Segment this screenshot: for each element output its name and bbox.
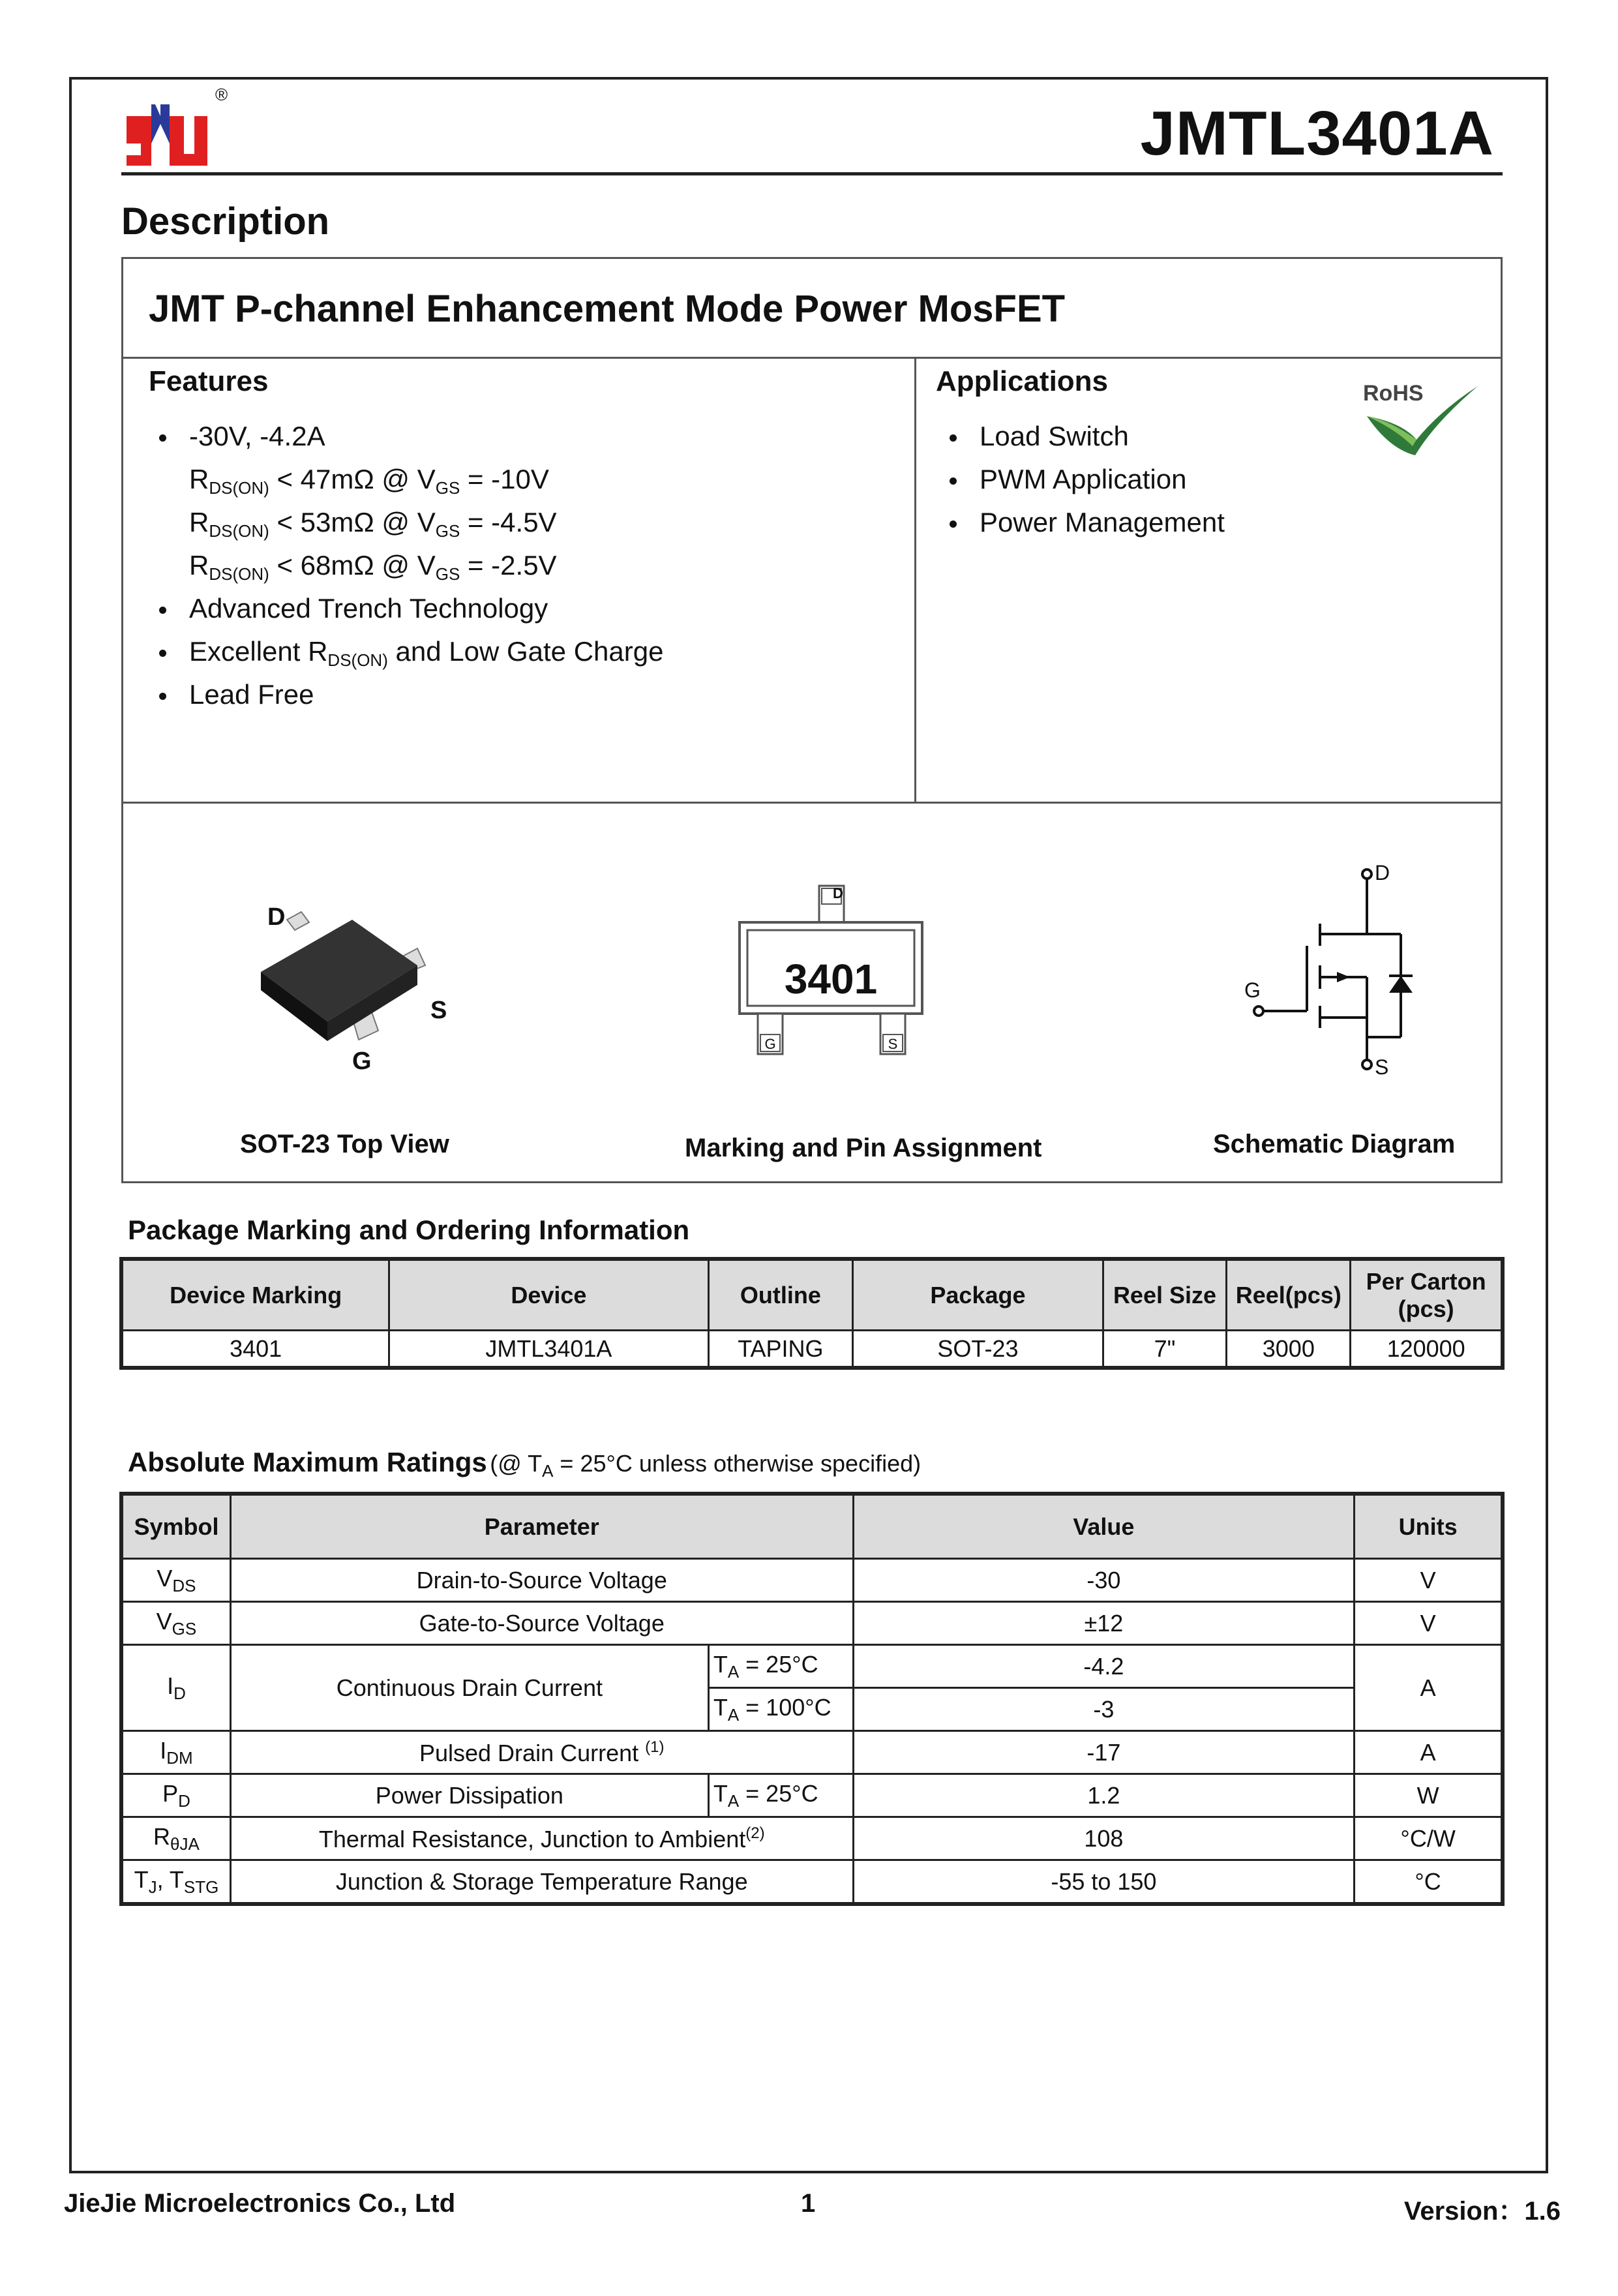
- table-row: [123, 1860, 1502, 1903]
- pin-label-g: G: [352, 1048, 372, 1075]
- parameter-cell: Thermal Resistance, Junction to Ambient$^{(2)}$: [230, 1817, 853, 1860]
- list-item: $R_{DS(ON)} < 53m\Omega$ @ $V_{GS} = -4.5V$: [189, 507, 557, 541]
- table-cell: JMTL3401A: [389, 1331, 708, 1367]
- list-item: Power Management: [980, 501, 1225, 544]
- parameter-cell: Junction & Storage Temperature Range: [230, 1860, 853, 1903]
- schematic-caption: Schematic Diagram: [1213, 1130, 1456, 1158]
- table-row: [123, 1602, 1502, 1645]
- features-heading: Features: [149, 365, 269, 397]
- schematic-label-s: S: [1375, 1055, 1389, 1079]
- ratings-heading: Absolute Maximum Ratings: [128, 1447, 487, 1477]
- symbol-cell: $I_{DM}$: [123, 1731, 231, 1774]
- jj-logo: [121, 98, 213, 170]
- value-cell: 1.2: [853, 1774, 1355, 1817]
- rohs-check-icon: [1363, 384, 1480, 462]
- list-item: Load Switch: [980, 415, 1225, 458]
- symbol-cell: $I_D$: [123, 1645, 231, 1731]
- footer-company: JieJie Microelectronics Co., Ltd: [64, 2189, 456, 2218]
- symbol-cell: $V_{GS}$: [123, 1602, 231, 1645]
- column-header: Package: [853, 1260, 1103, 1331]
- value-cell: -17: [853, 1731, 1355, 1774]
- table-cell: 7": [1103, 1331, 1227, 1367]
- features-list: [189, 415, 663, 716]
- marking-pin-g: G: [764, 1036, 776, 1052]
- table-header-row: [123, 1495, 1502, 1559]
- divider: [123, 802, 1501, 804]
- table-row: [123, 1817, 1502, 1860]
- list-item: $R_{DS(ON)} < 47m\Omega$ @ $V_{GS} = -10V$: [189, 464, 549, 498]
- table-row: [123, 1774, 1502, 1817]
- unit-cell: V: [1355, 1559, 1502, 1602]
- value-cell: -4.2: [853, 1645, 1355, 1688]
- list-item: Lead Free: [189, 673, 663, 716]
- ordering-heading: Package Marking and Ordering Information: [128, 1215, 690, 1245]
- applications-list: [980, 415, 1225, 544]
- condition-cell: $T_A = 25^\circ C$: [708, 1774, 853, 1817]
- value-cell: 108: [853, 1817, 1355, 1860]
- list-item: PWM Application: [980, 458, 1225, 501]
- parameter-cell: Drain-to-Source Voltage: [230, 1559, 853, 1602]
- symbol-cell: $R_{\theta JA}$: [123, 1817, 231, 1860]
- applications-heading: Applications: [936, 365, 1109, 397]
- header-rule: [121, 172, 1503, 175]
- divider: [914, 357, 916, 802]
- mosfet-schematic-icon: [1239, 861, 1435, 1076]
- unit-cell: °C: [1355, 1860, 1502, 1903]
- symbol-cell: $V_{DS}$: [123, 1559, 231, 1602]
- marking-code: 3401: [784, 956, 878, 1003]
- column-header: Units: [1355, 1495, 1502, 1559]
- table-header-row: [123, 1260, 1502, 1331]
- column-header: Parameter: [230, 1495, 853, 1559]
- marking-pin-s: S: [888, 1036, 898, 1052]
- parameter-cell: Gate-to-Source Voltage: [230, 1602, 853, 1645]
- list-item: $R_{DS(ON)} < 68m\Omega$ @ $V_{GS} = -2.5V$: [189, 550, 557, 584]
- value-cell: ±12: [853, 1602, 1355, 1645]
- unit-cell: A: [1355, 1645, 1502, 1731]
- column-header: Symbol: [123, 1495, 231, 1559]
- table-cell: 120000: [1351, 1331, 1502, 1367]
- parameter-cell: Power Dissipation: [230, 1774, 708, 1817]
- table-cell: TAPING: [708, 1331, 853, 1367]
- schematic-label-g: G: [1244, 978, 1261, 1002]
- unit-cell: V: [1355, 1602, 1502, 1645]
- unit-cell: A: [1355, 1731, 1502, 1774]
- schematic-label-d: D: [1375, 861, 1390, 884]
- column-header: Outline: [708, 1260, 853, 1331]
- symbol-cell: $T_J$, $T_{STG}$: [123, 1860, 231, 1903]
- column-header: Value: [853, 1495, 1355, 1559]
- part-number: JMTL3401A: [1140, 98, 1494, 168]
- table-row: [123, 1645, 1502, 1688]
- parameter-cell: Pulsed Drain Current $^{(1)}$: [230, 1731, 853, 1774]
- ratings-heading-line: [128, 1447, 921, 1481]
- marking-caption: Marking and Pin Assignment: [685, 1134, 1042, 1162]
- footer-page-number: 1: [801, 2189, 816, 2218]
- value-cell: -55 to 150: [853, 1860, 1355, 1903]
- table-row: [123, 1731, 1502, 1774]
- value-cell: -30: [853, 1559, 1355, 1602]
- product-title: JMT P-channel Enhancement Mode Power MosFET: [149, 288, 1066, 330]
- footer-version: Version：1.6: [1403, 2197, 1561, 2226]
- ordering-table: [121, 1259, 1503, 1368]
- parameter-cell: Continuous Drain Current: [230, 1645, 708, 1731]
- ratings-condition: (@ $T_A = 25^\circ C$ unless otherwise specified): [490, 1450, 921, 1481]
- symbol-cell: $P_D$: [123, 1774, 231, 1817]
- column-header: Per Carton (pcs): [1351, 1260, 1502, 1331]
- unit-cell: W: [1355, 1774, 1502, 1817]
- column-header: Device: [389, 1260, 708, 1331]
- unit-cell: °C/W: [1355, 1817, 1502, 1860]
- column-header: Reel Size: [1103, 1260, 1227, 1331]
- ratings-table: [121, 1494, 1503, 1904]
- table-row: [123, 1331, 1502, 1367]
- value-cell: -3: [853, 1688, 1355, 1731]
- list-item: Advanced Trench Technology: [189, 587, 663, 630]
- rohs-label: RoHS: [1363, 381, 1424, 406]
- sot23-caption: SOT-23 Top View: [240, 1130, 449, 1158]
- pin-label-d: D: [267, 903, 286, 931]
- condition-cell: $T_A = 25^\circ C$: [708, 1645, 853, 1688]
- description-heading: Description: [121, 200, 330, 243]
- divider: [123, 357, 1501, 359]
- list-item: -30V, -4.2A: [189, 415, 663, 458]
- condition-cell: $T_A = 100^\circ C$: [708, 1688, 853, 1731]
- marking-pin-d: D: [833, 885, 843, 901]
- table-cell: 3000: [1227, 1331, 1351, 1367]
- table-cell: 3401: [123, 1331, 389, 1367]
- list-item: Excellent $R_{DS(ON)}$ and Low Gate Charge: [189, 630, 663, 673]
- column-header: Device Marking: [123, 1260, 389, 1331]
- column-header: Reel(pcs): [1227, 1260, 1351, 1331]
- pin-label-s: S: [430, 997, 447, 1024]
- table-row: [123, 1559, 1502, 1602]
- registered-mark: ®: [215, 85, 228, 104]
- table-cell: SOT-23: [853, 1331, 1103, 1367]
